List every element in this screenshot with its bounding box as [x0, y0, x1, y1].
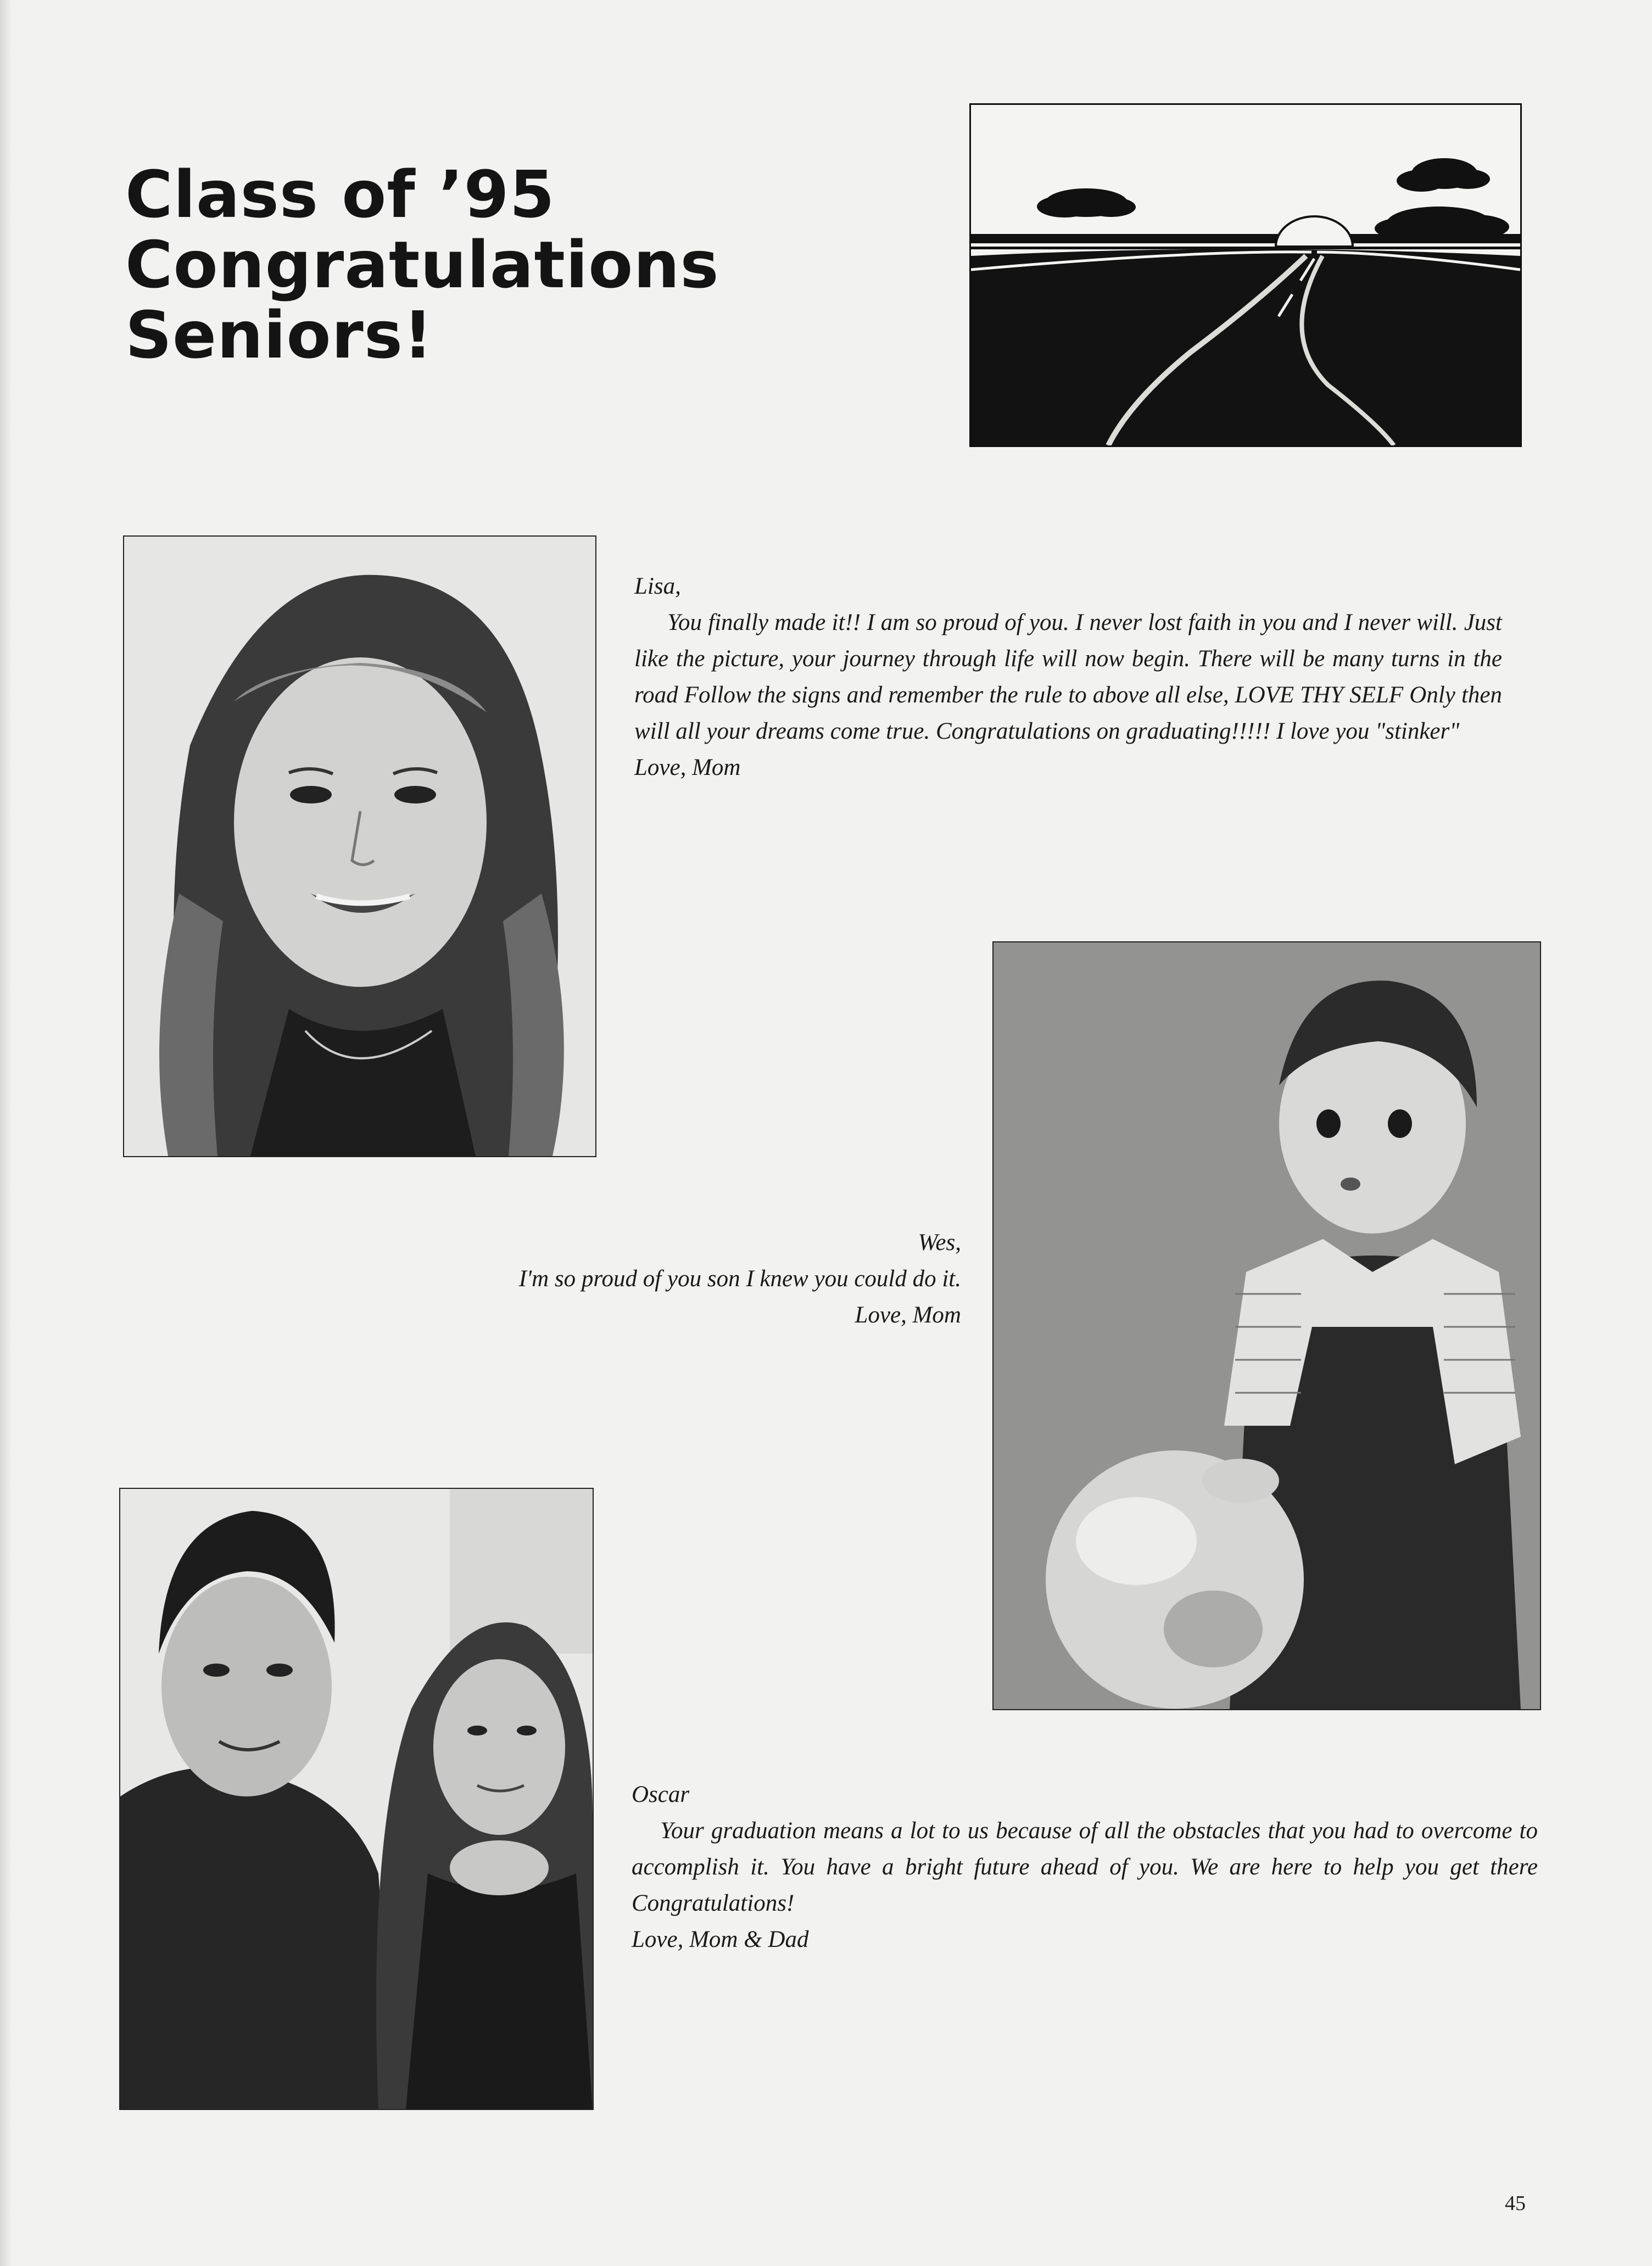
message-oscar — [632, 1777, 1538, 1958]
message-lisa-body: You finally made it!! I am so proud of you. I never lost faith in you and I never will. Just like the picture, your journey through life will now begin. There will be many turns in the road Follow the signs and remember the rule to above all else, LOVE THY SELF Only then will all your dreams come true. Congratulations on graduating!!!!! I love you "stinker" — [634, 610, 1502, 744]
title-line-2: Congratulations — [125, 227, 719, 303]
road-illustration — [969, 103, 1522, 447]
photo-oscar-with-friend — [119, 1488, 594, 2110]
title-line-1: Class of ’95 — [125, 157, 555, 232]
page-title — [125, 157, 839, 373]
page-binding-edge — [0, 0, 12, 2266]
message-wes-body: I'm so proud of you son I knew you could do it. — [518, 1266, 961, 1292]
message-oscar-salutation: Oscar — [632, 1782, 690, 1807]
page-number: 45 — [1505, 2192, 1526, 2215]
message-lisa — [634, 568, 1502, 786]
title-line-3: Seniors! — [125, 297, 433, 373]
message-wes — [384, 1225, 961, 1333]
message-oscar-signoff: Love, Mom & Dad — [632, 1927, 809, 1952]
portrait-lisa — [123, 535, 596, 1157]
message-lisa-salutation: Lisa, — [634, 573, 681, 599]
message-wes-signoff: Love, Mom — [855, 1302, 961, 1328]
message-lisa-signoff: Love, Mom — [634, 755, 741, 780]
message-wes-salutation: Wes, — [918, 1230, 961, 1255]
message-oscar-body: Your graduation means a lot to us because of all the obstacles that you had to overcome to accomplish it. You have a bright future ahead of you. We are here to help you get there Congratulations! — [632, 1818, 1538, 1916]
baby-photo-wes — [992, 941, 1541, 1710]
